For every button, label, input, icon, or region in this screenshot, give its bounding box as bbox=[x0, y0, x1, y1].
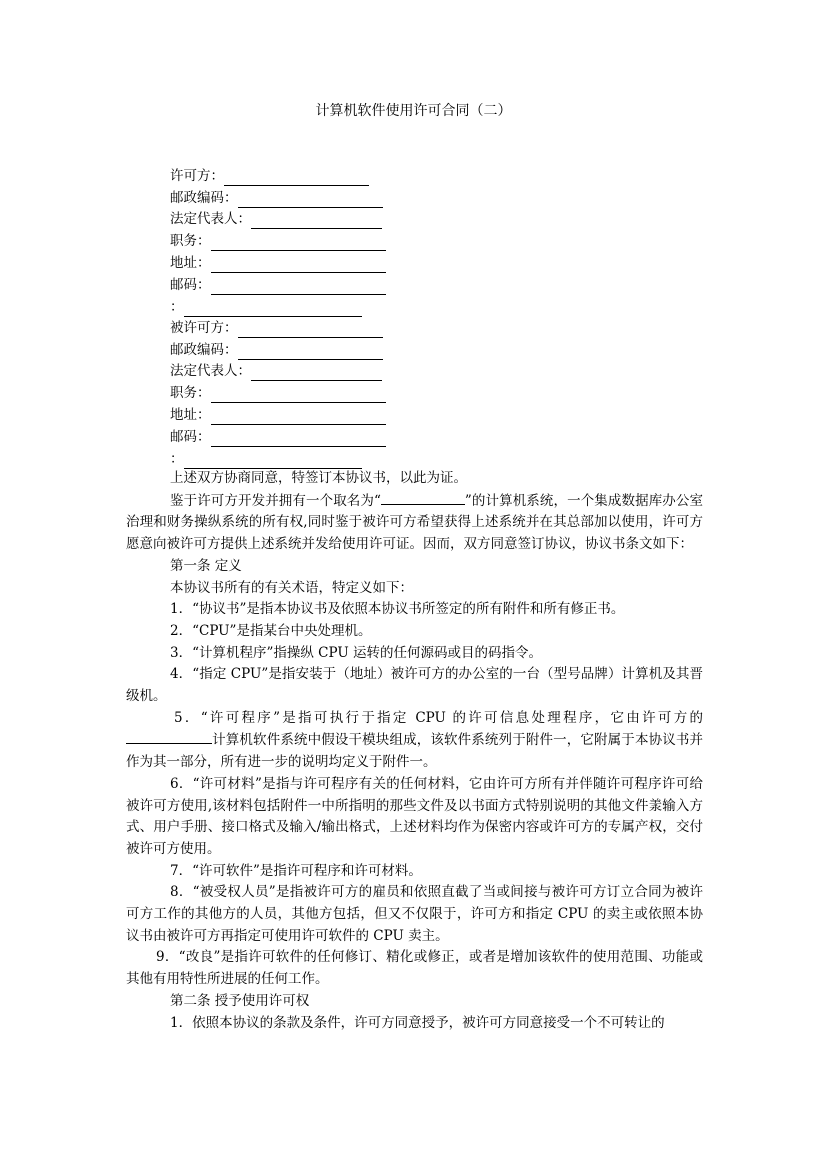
definition-6: 6．“许可材料”是指与许可程序有关的任何材料，它由许可方所有并伴随许可程序许可给被许可方使用,该材料包括附件一中所指明的那些文件及以书面方式特别说明的其他文件羕输入方式、用户手册、接口格式及输入/输出格式，上述材料均作为保密内容或许可方的专属产权，交付被许可方使用。 bbox=[126, 775, 703, 857]
blank-line bbox=[224, 170, 369, 186]
field-label: 邮码： bbox=[170, 429, 211, 445]
field-label: 地址： bbox=[170, 255, 211, 271]
blank-line bbox=[211, 235, 386, 251]
field-label: 法定代表人： bbox=[170, 211, 251, 227]
software-name-blank bbox=[126, 729, 212, 744]
licensee-address-field bbox=[170, 406, 386, 425]
definition-5-text-end: 计算机软件系统中假设干模块组成，该软件系统列于附件一，它附属于本协议书并作为其一部分，所有进一步的说明均定义于附件一。 bbox=[126, 732, 703, 771]
licensor-name-field bbox=[170, 167, 369, 186]
contract-body bbox=[126, 468, 703, 1034]
definition-4: 4．“指定 CPU”是指安装于（地址）被许可方的办公室的一台（型号品牌）计算机及其晋级机。 bbox=[126, 666, 703, 705]
field-label: 被许可方： bbox=[170, 320, 238, 336]
article-1-lead: 本协议书所有的有关术语，特定义如下： bbox=[170, 579, 413, 596]
field-label: 邮政编码： bbox=[170, 342, 238, 358]
blank-line bbox=[211, 431, 386, 447]
definition-2: 2．“CPU”是指某台中央处理机。 bbox=[170, 622, 372, 639]
article-1-title: 第一条 定义 bbox=[170, 557, 242, 574]
field-label: 邮码： bbox=[170, 277, 211, 293]
blank-line bbox=[184, 453, 362, 469]
licensor-representative-field bbox=[170, 210, 382, 229]
licensee-position-field bbox=[170, 384, 386, 403]
article-2-title: 第二条 授予使用许可权 bbox=[170, 992, 310, 1009]
licensee-postcode-field bbox=[170, 341, 383, 360]
licensee-name-field bbox=[170, 319, 383, 338]
licensor-position-field bbox=[170, 232, 386, 251]
system-name-blank bbox=[381, 490, 465, 505]
definition-9: 9．“改良”是指许可软件的任何修订、精化或修正，或者是增加该软件的使用范围、功能或其他有用特性所进展的任何工作。 bbox=[126, 949, 703, 988]
field-label: 法定代表人： bbox=[170, 363, 251, 379]
blank-line bbox=[211, 409, 386, 425]
field-label: ： bbox=[170, 451, 184, 467]
licensor-extra-field bbox=[170, 298, 362, 317]
blank-line bbox=[251, 213, 382, 229]
grant-clause-1: 1．依照本协议的条款及条件，许可方同意授予，被许可方同意接受一个不可转让的 bbox=[170, 1014, 665, 1031]
field-label: 地址： bbox=[170, 407, 211, 423]
recital-text-end: ”的计算机系统，一个集成数据库办公室治理和财务操纵系统的所有权,同时鉴于被许可方希望获得上述系统并在其总部加以使用，许可方愿意向被许可方提供上述系统并发给使用许可证。因而，双方同意签订协议，协议书条文如下： bbox=[126, 492, 704, 553]
licensee-representative-field bbox=[170, 362, 382, 381]
definition-3: 3．“计算机程序”指操纵 CPU 运转的任何源码或目的码指令。 bbox=[170, 644, 543, 661]
definition-8: 8．“被受权人员”是指被许可方的雇员和依照直截了当或间接与被许可方订立合同为被许可方工作的其他方的人员，其他方包括，但又不仅限于，许可方和指定 CPU 的卖主或依照本协议书由被许可方再指定可使用许可软件的 CPU 卖主。 bbox=[126, 884, 703, 944]
definition-5-text-start: 5．“许可程序”是指可执行于指定 CPU 的许可信息处理程序，它由许可方的 bbox=[174, 709, 703, 726]
definition-1: 1．“协议书”是指本协议书及依照本协议书所签定的所有附件和所有修正书。 bbox=[170, 601, 625, 618]
licensor-address-field bbox=[170, 254, 386, 273]
field-label: 邮政编码： bbox=[170, 190, 238, 206]
field-label: 职务： bbox=[170, 233, 211, 249]
licensor-postcode-field bbox=[170, 189, 383, 208]
blank-line bbox=[184, 301, 362, 317]
blank-line bbox=[238, 344, 383, 360]
page-title: 计算机软件使用许可合同（二） bbox=[315, 103, 512, 119]
licensee-extra-field bbox=[170, 450, 362, 469]
blank-line bbox=[251, 365, 382, 381]
definition-5 bbox=[126, 708, 703, 774]
blank-line bbox=[211, 257, 386, 273]
blank-line bbox=[211, 279, 386, 295]
intro-paragraph: 上述双方协商同意，特签订本协议书，以此为证。 bbox=[170, 470, 467, 486]
recital-text-start: 鉴于许可方开发并拥有一个取名为“ bbox=[170, 492, 381, 509]
licensor-zip-field bbox=[170, 276, 386, 295]
recital-paragraph bbox=[126, 490, 703, 556]
blank-line bbox=[238, 192, 383, 208]
licensee-zip-field bbox=[170, 428, 386, 447]
blank-line bbox=[238, 322, 383, 338]
field-label: ： bbox=[170, 299, 184, 315]
field-label: 职务： bbox=[170, 385, 211, 401]
field-label: 许可方： bbox=[170, 168, 224, 184]
definition-7: 7．“许可软件”是指许可程序和许可材料。 bbox=[170, 862, 422, 879]
blank-line bbox=[211, 387, 386, 403]
